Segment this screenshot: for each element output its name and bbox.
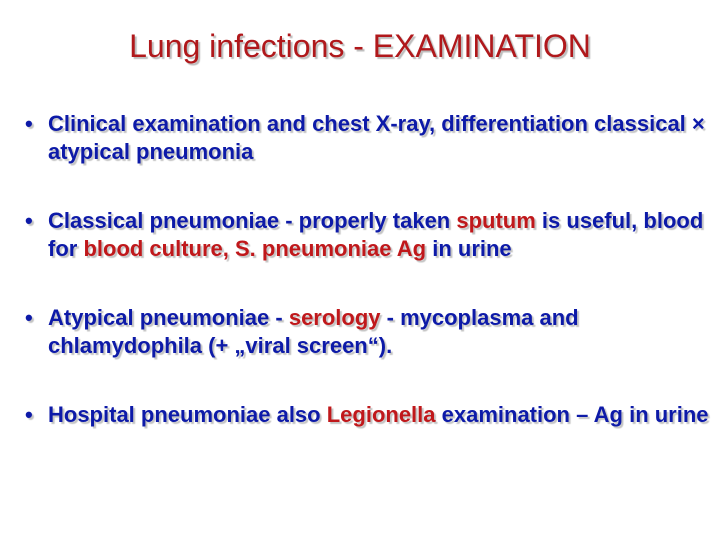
bullet-dot-icon: •: [25, 111, 33, 136]
bullet-text: Atypical pneumoniae -: [48, 305, 289, 330]
highlight-serology: serology: [288, 305, 381, 330]
bullet-text: Classical pneumoniae - properly taken: [48, 208, 457, 233]
bullet-list: [22, 110, 714, 470]
bullet-classical-pneumoniae: [22, 207, 714, 263]
bullet-text: is useful, blood for: [48, 208, 704, 261]
bullet-clinical-examination: [22, 110, 714, 166]
bullet-dot-icon: •: [25, 402, 33, 427]
bullet-dot-icon: •: [25, 305, 33, 330]
highlight-sputum: sputum: [456, 208, 536, 233]
slide-title: Lung infections - EXAMINATION: [129, 28, 591, 64]
bullet-text: in urine: [426, 236, 512, 261]
bullet-text: Clinical examination and chest X-ray, differentiation classical × atypical pneumonia: [48, 111, 705, 164]
highlight-blood-culture: blood culture, S. pneumoniae Ag: [83, 236, 427, 261]
bullet-text: Hospital pneumoniae also: [48, 402, 327, 427]
bullet-hospital-pneumoniae: [22, 401, 714, 429]
bullet-text: - mycoplasma and chlamydophila (+ „viral screen“).: [48, 305, 579, 358]
bullet-atypical-pneumoniae: [22, 304, 714, 360]
highlight-legionella: Legionella: [326, 402, 436, 427]
bullet-dot-icon: •: [25, 208, 33, 233]
bullet-text: examination – Ag in urine: [435, 402, 709, 427]
